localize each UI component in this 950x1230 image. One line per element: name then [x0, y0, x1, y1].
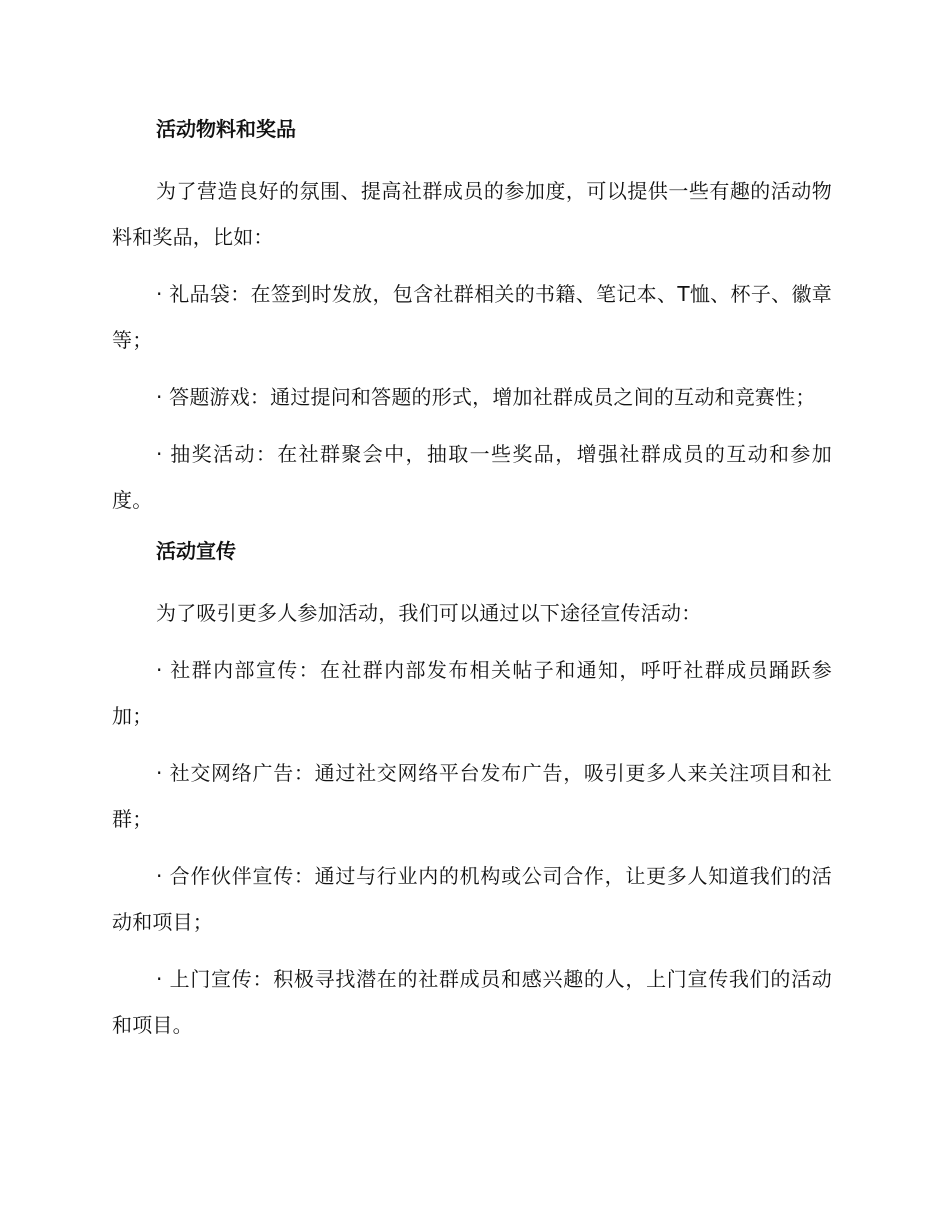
bullet-partner-promotion: · 合作伙伴宣传：通过与行业内的机构或公司合作，让更多人知道我们的活动和项目； [112, 864, 832, 934]
section-heading-materials: 活动物料和奖品 [156, 117, 296, 141]
bullet-gift-bag: · 礼品袋：在签到时发放，包含社群相关的书籍、笔记本、T恤、杯子、徽章等； [112, 282, 832, 352]
bullet-quiz-game: · 答题游戏：通过提问和答题的形式，增加社群成员之间的互动和竞赛性； [156, 385, 816, 409]
bullet-door-to-door: · 上门宣传：积极寻找潜在的社群成员和感兴趣的人，上门宣传我们的活动和项目。 [112, 967, 832, 1037]
bullet-social-ads: · 社交网络广告：通过社交网络平台发布广告，吸引更多人来关注项目和社群； [112, 761, 832, 831]
document-page [112, 112, 832, 1059]
paragraph-promotion-intro: 为了吸引更多人参加活动，我们可以通过以下途径宣传活动： [156, 601, 702, 625]
section-heading-promotion: 活动宣传 [156, 539, 236, 563]
bullet-internal-promotion: · 社群内部宣传：在社群内部发布相关帖子和通知，呼吁社群成员踊跃参加； [112, 658, 832, 728]
paragraph-materials-intro: 为了营造良好的氛围、提高社群成员的参加度，可以提供一些有趣的活动物料和奖品，比如： [112, 179, 832, 249]
bullet-lottery: · 抽奖活动：在社群聚会中，抽取一些奖品，增强社群成员的互动和参加度。 [112, 442, 832, 512]
